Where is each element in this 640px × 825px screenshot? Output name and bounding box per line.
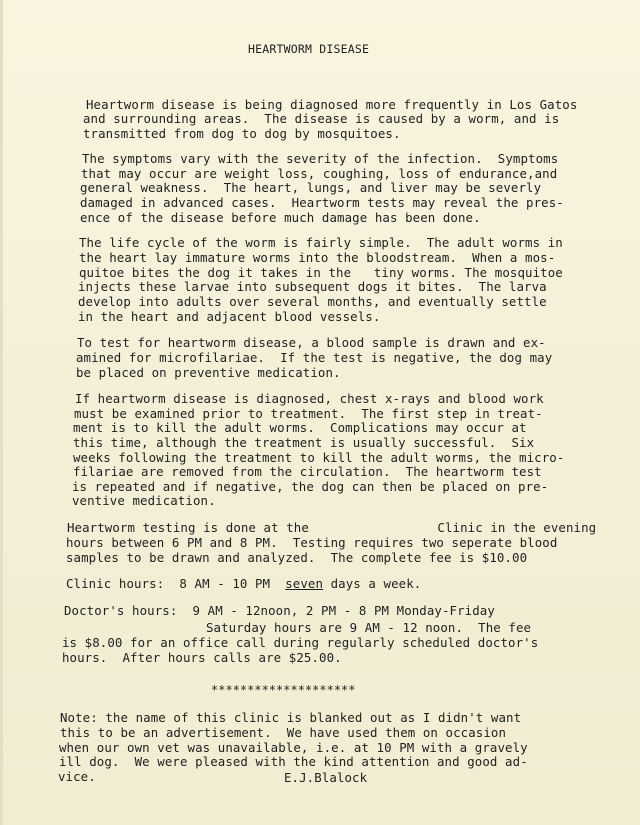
- text-line: that may occur are weight loss, coughing, loss of endurance,and: [81, 166, 558, 181]
- clinic-hours-emphasis: seven: [285, 576, 324, 591]
- text-line: weeks following the treatment to kill the adult worms, the micro-: [73, 450, 565, 465]
- clinic-hours-suffix: days a week.: [323, 576, 422, 591]
- text-line: must be examined prior to treatment. The first step in treat-: [74, 406, 543, 421]
- text-line: in the heart and adjacent blood vessels.: [78, 309, 381, 324]
- text-line: filariae are removed from the circulation. The heartworm test: [73, 464, 542, 479]
- clinic-hours-prefix: Clinic hours: 8 AM - 10 PM: [66, 576, 286, 591]
- text-line: If heartworm disease is diagnosed, chest x-rays and blood work: [75, 391, 544, 406]
- text-line: is repeated and if negative, the dog can then be placed on pre-: [72, 479, 549, 494]
- text-line: and surrounding areas. The disease is caused by a worm, and is: [83, 111, 560, 126]
- text-line: Heartworm testing is done at the Clinic in the evening: [67, 520, 597, 535]
- text-line: is $8.00 for an office call during regularly scheduled doctor's: [62, 635, 539, 650]
- text-line: ventive medication.: [72, 493, 216, 508]
- text-line: hours. After hours calls are $25.00.: [62, 650, 342, 665]
- text-line: Heartworm disease is being diagnosed more frequently in Los Gatos: [86, 97, 578, 112]
- text-line: hours between 6 PM and 8 PM. Testing requires two seperate blood: [66, 535, 558, 550]
- text-line: samples to be drawn and analyzed. The complete fee is $10.00: [66, 550, 528, 565]
- text-line: Saturday hours are 9 AM - 12 noon. The fee: [206, 620, 532, 635]
- text-line: the heart lay immature worms into the bloodstream. When a mos-: [79, 250, 556, 265]
- separator-stars: ********************: [211, 683, 356, 697]
- text-line: damaged in advanced cases. Heartworm tests may reveal the pres-: [80, 195, 564, 210]
- text-line: Doctor's hours: 9 AM - 12noon, 2 PM - 8 PM Monday-Friday: [64, 603, 495, 618]
- text-line: The life cycle of the worm is fairly simple. The adult worms in: [79, 235, 563, 250]
- text-line: when our own vet was unavailable, i.e. at 10 PM with a gravely: [59, 740, 528, 755]
- text-line: The symptoms vary with the severity of the infection. Symptoms: [82, 151, 559, 166]
- text-line: develop into adults over several months, and eventually settle: [78, 294, 547, 309]
- clinic-hours-line: [66, 578, 421, 590]
- text-line: this to be an advertisement. We have used them on occasion: [60, 725, 507, 740]
- text-line: ill dog. We were pleased with the kind attention and good ad-: [59, 754, 528, 769]
- text-line: amined for microfilariae. If the test is negative, the dog may: [76, 350, 553, 365]
- text-line: quitoe bites the dog it takes in the tiny worms. The mosquitoe: [79, 265, 563, 280]
- signature: E.J.Blalock: [284, 770, 368, 785]
- text-line: this time, although the treatment is usually successful. Six: [73, 435, 535, 450]
- page-edge-shadow: [0, 0, 3, 825]
- text-line: To test for heartworm disease, a blood sample is drawn and ex-: [77, 335, 546, 350]
- text-line: vice.: [58, 769, 96, 784]
- document-title: HEARTWORM DISEASE: [248, 42, 370, 56]
- text-line: ence of the disease before much damage has been done.: [80, 210, 481, 225]
- text-line: Note: the name of this clinic is blanked out as I didn't want: [60, 710, 522, 725]
- text-line: be placed on preventive medication.: [76, 365, 341, 380]
- text-line: general weakness. The heart, lungs, and liver may be severly: [80, 180, 542, 195]
- text-line: ment is to kill the adult worms. Complications may occur at: [73, 420, 527, 435]
- text-line: transmitted from dog to dog by mosquitoes.: [83, 126, 401, 141]
- text-line: injects these larvae into subsequent dogs it bites. The larva: [78, 279, 547, 294]
